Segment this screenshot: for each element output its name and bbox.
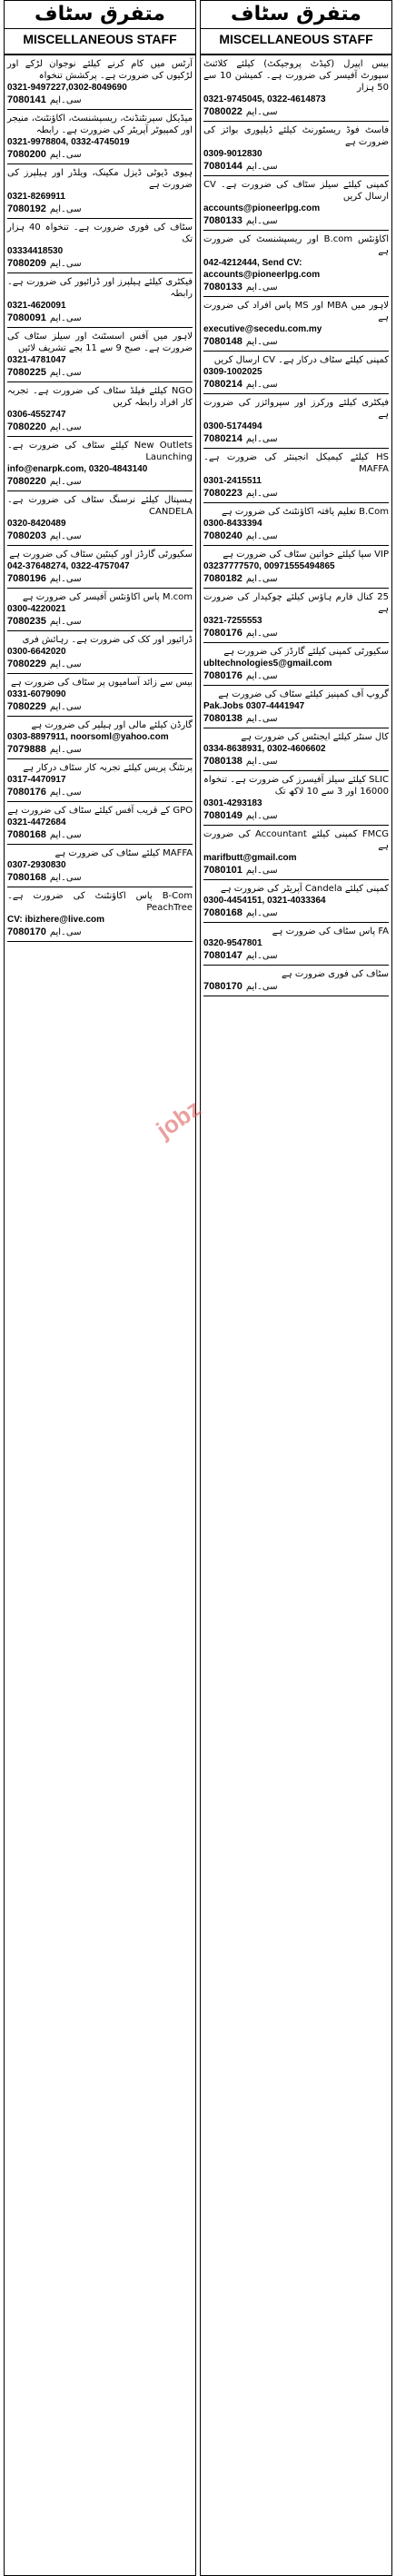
ad-code-line — [203, 669, 389, 683]
ad-code: 7080225 — [7, 367, 46, 378]
ad-code-line — [7, 786, 193, 799]
ad-code-line — [7, 366, 193, 380]
ad-code: 7080220 — [7, 421, 46, 432]
ad-code: 7080133 — [203, 215, 243, 226]
job-ad — [7, 887, 193, 942]
job-ad — [203, 643, 389, 686]
ad-contact: 0321-4781047 — [7, 355, 66, 365]
job-ad — [203, 297, 389, 352]
ad-code-line — [203, 572, 389, 586]
job-ad — [7, 845, 193, 887]
ad-text: کمپنی کیلئے سٹاف درکار ہے۔ CV ارسال کریں — [213, 355, 389, 365]
ad-contact: 03237777570, 00971555494865 — [203, 561, 335, 571]
left-column-header — [5, 1, 195, 55]
ad-code-prefix: سی۔ایم — [245, 107, 278, 117]
ad-text: GPO کے قریب آفس کیلئے سٹاف کی ضرورت ہے — [7, 806, 193, 816]
ad-contact: 0306-4552747 — [7, 410, 66, 420]
ad-text: اکاؤنٹس B.com اور ریسپشنسٹ کی ضرورت ہے — [203, 234, 389, 256]
ad-code: 7079888 — [7, 744, 46, 755]
ad-text: لاہور میں آفس اسسٹنٹ اور سیلز سٹاف کی ضرورت ہے۔ صبح 9 سے 11 بجے تشریف لائیں — [7, 332, 193, 353]
ad-code-prefix: سی۔ایم — [49, 788, 82, 798]
job-ad — [203, 503, 389, 546]
ad-code-prefix: سی۔ایم — [245, 951, 278, 961]
job-ad — [7, 273, 193, 328]
ad-code: 7080200 — [7, 149, 46, 160]
ad-code: 7080176 — [203, 670, 243, 681]
ad-code: 7080168 — [203, 907, 243, 918]
ad-code: 7080168 — [7, 872, 46, 883]
ad-code-line — [7, 421, 193, 434]
ad-text: B-Com پاس اکاؤنٹنٹ کی ضرورت ہے۔ PeachTree — [7, 891, 193, 913]
left-column-title-urdu: متفرق سٹاف — [35, 3, 165, 25]
ad-code-prefix: سی۔ایم — [49, 574, 82, 584]
job-ad — [203, 923, 389, 966]
job-ad — [7, 717, 193, 759]
ad-contact: 03334418530 — [7, 246, 64, 256]
ad-code-prefix: سی۔ایم — [49, 477, 82, 487]
ad-code-prefix: سی۔ایم — [245, 380, 278, 390]
job-ad — [7, 55, 193, 110]
ad-code-prefix: سی۔ایم — [49, 150, 82, 160]
ad-code-line — [7, 658, 193, 671]
ad-text: HS کیلئے کیمیکل انجینئر کی ضرورت ہے۔ MAFFA — [203, 452, 389, 474]
ad-code-line — [203, 755, 389, 768]
ad-code-prefix: سی۔ایم — [49, 368, 82, 378]
ad-contact: 0320-9547801 — [203, 938, 262, 948]
ad-code-prefix: سی۔ایم — [245, 866, 278, 876]
job-ad — [7, 631, 193, 674]
ad-code-line — [203, 907, 389, 920]
ad-code: 7080214 — [203, 433, 243, 444]
right-column-title-english: MISCELLANEOUS STAFF — [201, 28, 391, 49]
ad-contact: 0331-6079090 — [7, 689, 66, 699]
ad-code-line — [7, 475, 193, 489]
ad-contact: Pak.Jobs 0307-4441947 — [203, 701, 305, 711]
ad-code: 7080196 — [7, 573, 46, 584]
ad-code-prefix: سی۔ایم — [49, 659, 82, 669]
ad-code: 7080170 — [7, 926, 46, 937]
ad-contact: 0334-8638931, 0302-4606602 — [203, 744, 326, 754]
ad-code-prefix: سی۔ایم — [49, 422, 82, 432]
ad-text: میڈیکل سپرنٹنڈنٹ، ریسپشنسٹ، اکاؤنٹنٹ، منیجر اور کمپیوٹر آپریٹر کی ضرورت ہے۔ رابطہ — [7, 114, 193, 135]
ad-code-prefix: سی۔ایم — [245, 757, 278, 767]
ad-code-line — [7, 203, 193, 216]
ad-code: 7080235 — [7, 616, 46, 627]
ad-code-prefix: سی۔ایم — [245, 714, 278, 724]
watermark: jobz — [151, 1094, 206, 1144]
ad-code-prefix: سی۔ایم — [245, 811, 278, 821]
ad-code-line — [203, 980, 389, 994]
job-ad — [203, 352, 389, 394]
ad-code: 7080229 — [7, 701, 46, 712]
ad-code: 7080091 — [7, 312, 46, 323]
ad-code-line — [7, 700, 193, 714]
ad-code: 7080144 — [203, 161, 243, 172]
ad-code-prefix: سی۔ایم — [245, 489, 278, 499]
ad-text: ہیوی ڈیوٹی ڈیزل مکینک، ویلڈر اور ہیلپرز کی ضرورت ہے — [7, 168, 193, 190]
ad-contact: 0300-4220021 — [7, 604, 66, 614]
ad-code: 7080133 — [203, 282, 243, 292]
ad-code-line — [7, 615, 193, 629]
ad-code-line — [203, 809, 389, 823]
ad-code-line — [7, 312, 193, 325]
job-ad — [7, 164, 193, 219]
job-ad — [7, 802, 193, 845]
ad-text: MAFFA کیلئے سٹاف کی ضرورت ہے — [54, 848, 193, 858]
ad-code-prefix: سی۔ایم — [49, 531, 82, 541]
job-ad — [7, 437, 193, 491]
ad-text: لاہور میں MBA اور MS پاس افراد کی ضرورت ہے — [203, 301, 390, 322]
ad-code: 7080141 — [7, 94, 46, 105]
ad-code-prefix: سی۔ایم — [245, 162, 278, 172]
ad-text: SLIC کیلئے سیلز آفیسرز کی ضرورت ہے۔ تنخواہ 16000 اور 3 سے 10 لاکھ تک — [203, 775, 389, 797]
job-ad — [7, 589, 193, 631]
ad-contact: 0303-8897911, noorsoml@yahoo.com — [7, 732, 169, 742]
ad-code-line — [7, 94, 193, 107]
right-column-title-urdu: متفرق سٹاف — [231, 3, 361, 25]
ad-code: 7080176 — [203, 628, 243, 639]
ad-code-line — [203, 627, 389, 640]
ad-code-prefix: سی۔ایم — [49, 702, 82, 712]
ad-code: 7080229 — [7, 659, 46, 669]
ad-code-prefix: سی۔ایم — [49, 873, 82, 883]
ad-text: سکیورٹی گارڈز اور کینٹین سٹاف کی ضرورت ہے — [9, 550, 193, 560]
ad-contact: 0309-1002025 — [203, 367, 262, 377]
ad-code-prefix: سی۔ایم — [245, 574, 278, 584]
ad-code: 7080176 — [7, 787, 46, 798]
ad-code-line — [203, 335, 389, 349]
ad-text: VIP سپا کیلئے خواتین سٹاف کی ضرورت ہے — [223, 550, 389, 560]
ad-code-line — [7, 530, 193, 543]
ad-code: 7080182 — [203, 573, 243, 584]
right-column — [200, 0, 392, 2576]
ad-contact: 0317-4470917 — [7, 775, 66, 785]
ad-text: فیکٹری کیلئے ورکرز اور سپروائزر کی ضرورت ہے — [203, 398, 389, 420]
ad-code-prefix: سی۔ایم — [49, 259, 82, 269]
ad-code-prefix: سی۔ایم — [49, 313, 82, 323]
ad-code: 7080223 — [203, 488, 243, 499]
ad-contact: 0309-9012830 — [203, 149, 262, 159]
ad-text: سٹاف کی فوری ضرورت ہے — [281, 969, 389, 979]
job-ad — [203, 176, 389, 231]
ad-text: گروپ آف کمپنیز کیلئے سٹاف کی ضرورت ہے — [218, 689, 389, 699]
ad-contact: 0301-2415511 — [203, 476, 262, 486]
ad-code-prefix: سی۔ایم — [245, 982, 278, 992]
ad-text: کال سنٹر کیلئے ایجنٹس کی ضرورت ہے — [241, 732, 389, 742]
ad-contact: executive@secedu.com.my — [203, 324, 322, 334]
ad-code: 7080168 — [7, 829, 46, 840]
ad-contact: 0321-8269911 — [7, 192, 65, 202]
job-ad — [203, 589, 389, 643]
ad-code-line — [203, 864, 389, 877]
ad-contact: accounts@pioneerlpg.com — [203, 203, 321, 213]
ad-code-line — [7, 743, 193, 757]
ad-code-prefix: سی۔ایم — [245, 434, 278, 444]
ad-text: سکیورٹی کمپنی کیلئے گارڈز کی ضرورت ہے — [223, 647, 389, 657]
ad-code-line — [203, 105, 389, 119]
job-ad — [203, 826, 389, 880]
ad-code: 7080101 — [203, 865, 243, 876]
ad-code: 7080149 — [203, 810, 243, 821]
ad-code-prefix: سی۔ایم — [245, 337, 278, 347]
left-column-title-english: MISCELLANEOUS STAFF — [5, 28, 195, 49]
job-ad — [7, 759, 193, 802]
ad-code: 7080138 — [203, 756, 243, 767]
ad-text: FMCG کمپنی کیلئے Accountant کی ضرورت ہے — [203, 829, 389, 851]
ad-text: آرٹس میں کام کرنے کیلئے نوجوان لڑکے اور لڑکیوں کی ضرورت ہے۔ پرکشش تنخواہ — [7, 59, 193, 81]
ad-code-line — [7, 871, 193, 885]
ad-text: FA پاس سٹاف کی ضرورت ہے — [272, 926, 389, 936]
ad-contact: 0321-9745045, 0322-4614873 — [203, 94, 326, 104]
ad-code-prefix: سی۔ایم — [245, 282, 278, 292]
ad-text: فاسٹ فوڈ ریسٹورنٹ کیلئے ڈیلیوری بوائز کی ضرورت ہے — [203, 125, 389, 147]
ad-code-line — [203, 281, 389, 294]
ad-code: 7080214 — [203, 379, 243, 390]
ad-contact: 0321-4620091 — [7, 301, 66, 311]
ad-code-prefix: سی۔ایم — [245, 531, 278, 541]
ad-code-line — [7, 148, 193, 162]
ad-code-line — [7, 257, 193, 271]
job-ad — [203, 686, 389, 728]
job-ad — [7, 219, 193, 273]
ad-contact: CV: ibizhere@live.com — [7, 915, 105, 925]
ad-contact: 042-37648274, 0322-4757047 — [7, 561, 130, 571]
ad-contact: info@enarpk.com, 0320-4843140 — [7, 464, 148, 474]
job-ad — [7, 491, 193, 546]
ad-text: بیس سے زائد آسامیوں پر سٹاف کی ضرورت ہے — [11, 678, 193, 688]
ad-code-line — [203, 378, 389, 391]
ad-contact: 0321-9978804, 0332-4745019 — [7, 137, 130, 147]
ad-code-prefix: سی۔ایم — [49, 830, 82, 840]
job-ad — [203, 394, 389, 449]
ad-text: ہسپتال کیلئے نرسنگ سٹاف کی ضرورت ہے۔ CANDELA — [7, 495, 193, 517]
ad-text: 25 کنال فارم ہاؤس کیلئے چوکیدار کی ضرورت ہے — [203, 592, 389, 614]
ad-text: NGO کیلئے فیلڈ سٹاف کی ضرورت ہے۔ تجربہ کار افراد رابطہ کریں — [7, 386, 193, 408]
job-ad — [7, 674, 193, 717]
ad-text: بیس اپیرل (کیڈٹ پروجیکٹ) کیلئے کلائنٹ سپورٹ آفیسر کی ضرورت ہے۔ کمیشن 10 سے 50 ہزار — [203, 59, 389, 93]
ad-contact: 0300-5174494 — [203, 421, 262, 431]
ad-text: New Outlets کیلئے سٹاف کی ضرورت ہے۔ Launching — [7, 441, 193, 462]
ad-code-prefix: سی۔ایم — [245, 908, 278, 918]
ad-contact: ubltechnologies5@gmail.com — [203, 659, 332, 669]
ad-contact: 0321-4472684 — [7, 817, 66, 827]
ad-code: 7080192 — [7, 203, 46, 214]
job-ad — [7, 546, 193, 589]
job-ad — [203, 546, 389, 589]
job-ad — [7, 110, 193, 164]
ad-code-line — [203, 214, 389, 228]
ad-code: 7080148 — [203, 336, 243, 347]
ad-code-line — [203, 712, 389, 726]
ad-code: 7080203 — [7, 530, 46, 541]
ad-text: فیکٹری کیلئے ہیلپرز اور ڈرائیور کی ضرورت ہے۔ رابطہ — [7, 277, 193, 299]
ad-contact: 0320-8420489 — [7, 519, 66, 529]
ad-contact: marifbutt@gmail.com — [203, 853, 297, 863]
job-ad — [203, 771, 389, 826]
ad-contact: 0301-4293183 — [203, 798, 262, 808]
job-ad — [203, 55, 389, 122]
ad-text: B.Com تعلیم یافتہ اکاؤنٹنٹ کی ضرورت ہے — [222, 507, 389, 517]
ad-contact: 0321-9497227,0302-8049690 — [7, 83, 127, 93]
ad-code-prefix: سی۔ایم — [49, 927, 82, 937]
right-ads-list — [201, 55, 391, 996]
ad-code: 7080209 — [7, 258, 46, 269]
ad-text: کمپنی کیلئے Candela آپریٹر کی ضرورت ہے — [220, 884, 389, 894]
ad-contact: 0300-4454151, 0321-4033364 — [203, 896, 326, 906]
job-ad — [203, 449, 389, 503]
ad-code-prefix: سی۔ایم — [245, 671, 278, 681]
ad-text: گارڈن کیلئے مالی اور ہیلپر کی ضرورت ہے — [31, 720, 193, 730]
ad-text: M.com پاس اکاؤنٹس آفیسر کی ضرورت ہے — [22, 592, 193, 602]
left-ads-list — [5, 55, 195, 942]
ad-code-prefix: سی۔ایم — [49, 95, 82, 105]
ad-contact: 0300-6642020 — [7, 647, 66, 657]
ad-code-prefix: سی۔ایم — [49, 617, 82, 627]
ad-text: کمپنی کیلئے سیلز سٹاف کی ضرورت ہے۔ CV ارسال کریں — [203, 180, 389, 202]
ad-contact: 042-4212444, Send CV: accounts@pioneerlpg.com — [203, 258, 321, 280]
ad-code-prefix: سی۔ایم — [245, 629, 278, 639]
job-ad — [203, 231, 389, 297]
ad-code: 7080220 — [7, 476, 46, 487]
job-ad — [7, 382, 193, 437]
ad-text: سٹاف کی فوری ضرورت ہے۔ تنخواہ 40 ہزار تک — [7, 223, 193, 244]
ad-code-line — [7, 828, 193, 842]
ad-code: 7080022 — [203, 106, 243, 117]
ad-contact: 0321-7255553 — [203, 616, 262, 626]
ad-code: 7080147 — [203, 950, 243, 961]
ad-code-prefix: سی۔ایم — [49, 204, 82, 214]
ad-code: 7080138 — [203, 713, 243, 724]
job-ad — [203, 966, 389, 996]
ad-code-line — [203, 530, 389, 543]
job-ad — [7, 328, 193, 382]
left-column — [4, 0, 196, 2576]
ad-code-line — [203, 160, 389, 173]
ad-code: 7080170 — [203, 981, 243, 992]
ad-code-line — [7, 572, 193, 586]
right-column-header — [201, 1, 391, 55]
ad-code: 7080240 — [203, 530, 243, 541]
ad-text: ڈرائیور اور کک کی ضرورت ہے۔ رہائش فری — [22, 635, 193, 645]
ad-contact: 0300-8433394 — [203, 519, 262, 529]
job-ad — [203, 880, 389, 923]
ad-code-line — [7, 926, 193, 939]
job-ad — [203, 728, 389, 771]
ad-code-prefix: سی۔ایم — [49, 745, 82, 755]
ad-code-line — [203, 432, 389, 446]
ad-contact: 0307-2930830 — [7, 860, 66, 870]
ad-code-prefix: سی۔ایم — [245, 216, 278, 226]
ad-code-line — [203, 949, 389, 963]
job-ad — [203, 122, 389, 176]
ad-text: پرنٹنگ پریس کیلئے تجربہ کار سٹاف درکار ہے — [23, 763, 193, 773]
ad-code-line — [203, 487, 389, 500]
